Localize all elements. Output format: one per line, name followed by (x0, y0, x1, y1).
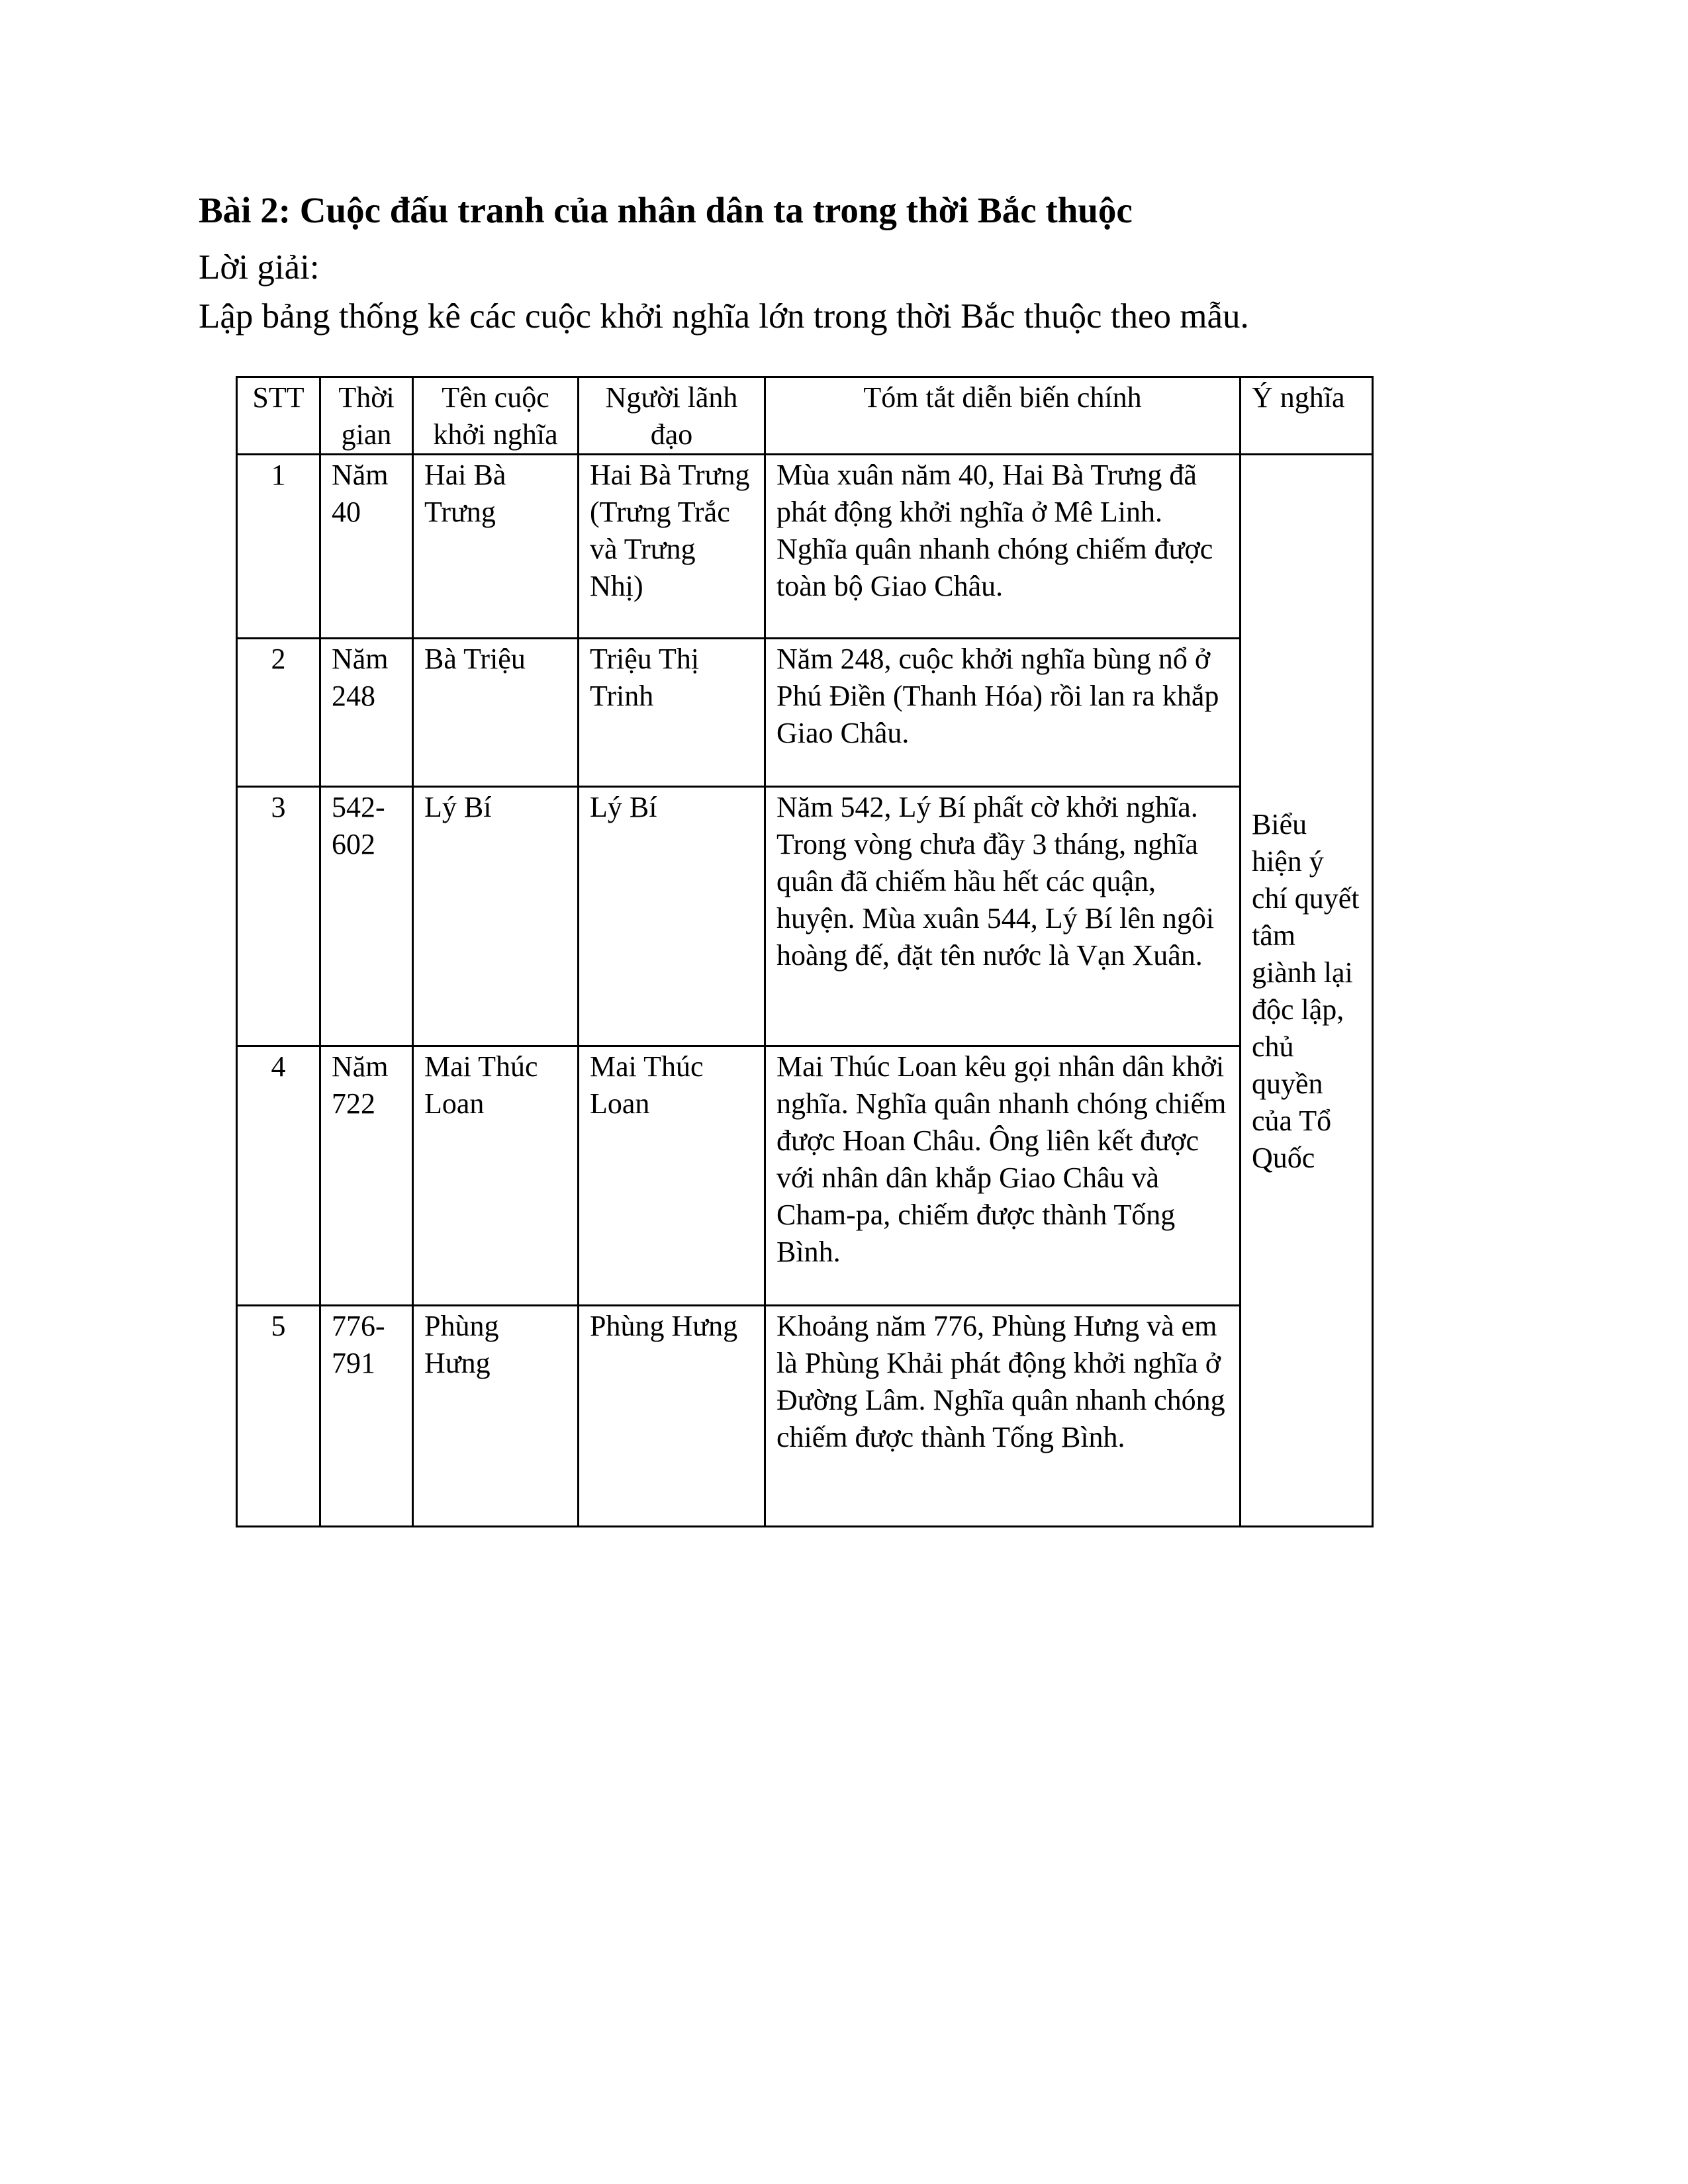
uprisings-table (236, 376, 1374, 1527)
header-stt: STT (237, 377, 320, 455)
cell-name: Hai Bà Trưng (413, 455, 579, 639)
cell-summary: Năm 542, Lý Bí phất cờ khởi nghĩa. Trong vòng chưa đầy 3 tháng, nghĩa quân đã chiếm hầu hết các quận, huyện. Mùa xuân 544, Lý Bí lên ngôi hoàng đế, đặt tên nước là Vạn Xuân. (765, 787, 1241, 1046)
cell-leader: Triệu Thị Trinh (579, 639, 765, 787)
cell-summary: Năm 248, cuộc khởi nghĩa bùng nổ ở Phú Điền (Thanh Hóa) rồi lan ra khắp Giao Châu. (765, 639, 1241, 787)
header-summary: Tóm tắt diễn biến chính (765, 377, 1241, 455)
cell-leader: Lý Bí (579, 787, 765, 1046)
cell-leader: Hai Bà Trưng (Trưng Trắc và Trưng Nhị) (579, 455, 765, 639)
cell-time: 776-791 (320, 1306, 413, 1527)
header-name: Tên cuộc khởi nghĩa (413, 377, 579, 455)
header-leader: Người lãnh đạo (579, 377, 765, 455)
cell-stt: 5 (237, 1306, 320, 1527)
cell-stt: 2 (237, 639, 320, 787)
answer-label: Lời giải: (199, 248, 320, 287)
page-title: Bài 2: Cuộc đấu tranh của nhân dân ta trong thời Bắc thuộc (199, 190, 1133, 230)
cell-name: Phùng Hưng (413, 1306, 579, 1527)
instruction-text: Lập bảng thống kê các cuộc khởi nghĩa lớn trong thời Bắc thuộc theo mẫu. (199, 297, 1249, 336)
cell-name: Mai Thúc Loan (413, 1046, 579, 1306)
table-header-row (237, 377, 1373, 455)
cell-time: Năm 40 (320, 455, 413, 639)
table-row (237, 1046, 1373, 1306)
cell-summary: Mai Thúc Loan kêu gọi nhân dân khởi nghĩa. Nghĩa quân nhanh chóng chiếm được Hoan Châu. Ông liên kết được với nhân dân khắp Giao Châu và Cham-pa, chiếm được thành Tống Bình. (765, 1046, 1241, 1306)
cell-leader: Phùng Hưng (579, 1306, 765, 1527)
cell-time: 542-602 (320, 787, 413, 1046)
cell-meaning: Biểu hiện ý chí quyết tâm giành lại độc lập, chủ quyền của Tổ Quốc (1241, 455, 1373, 1527)
table-row (237, 787, 1373, 1046)
cell-leader: Mai Thúc Loan (579, 1046, 765, 1306)
cell-stt: 3 (237, 787, 320, 1046)
header-meaning: Ý nghĩa (1241, 377, 1373, 455)
cell-time: Năm 722 (320, 1046, 413, 1306)
cell-time: Năm 248 (320, 639, 413, 787)
cell-summary: Mùa xuân năm 40, Hai Bà Trưng đã phát động khởi nghĩa ở Mê Linh. Nghĩa quân nhanh chóng chiếm được toàn bộ Giao Châu. (765, 455, 1241, 639)
table-row (237, 639, 1373, 787)
table-row (237, 455, 1373, 639)
cell-summary: Khoảng năm 776, Phùng Hưng và em là Phùng Khải phát động khởi nghĩa ở Đường Lâm. Nghĩa quân nhanh chóng chiếm được thành Tống Bình. (765, 1306, 1241, 1527)
cell-stt: 1 (237, 455, 320, 639)
table-row (237, 1306, 1373, 1527)
cell-stt: 4 (237, 1046, 320, 1306)
header-time: Thời gian (320, 377, 413, 455)
cell-name: Lý Bí (413, 787, 579, 1046)
cell-name: Bà Triệu (413, 639, 579, 787)
